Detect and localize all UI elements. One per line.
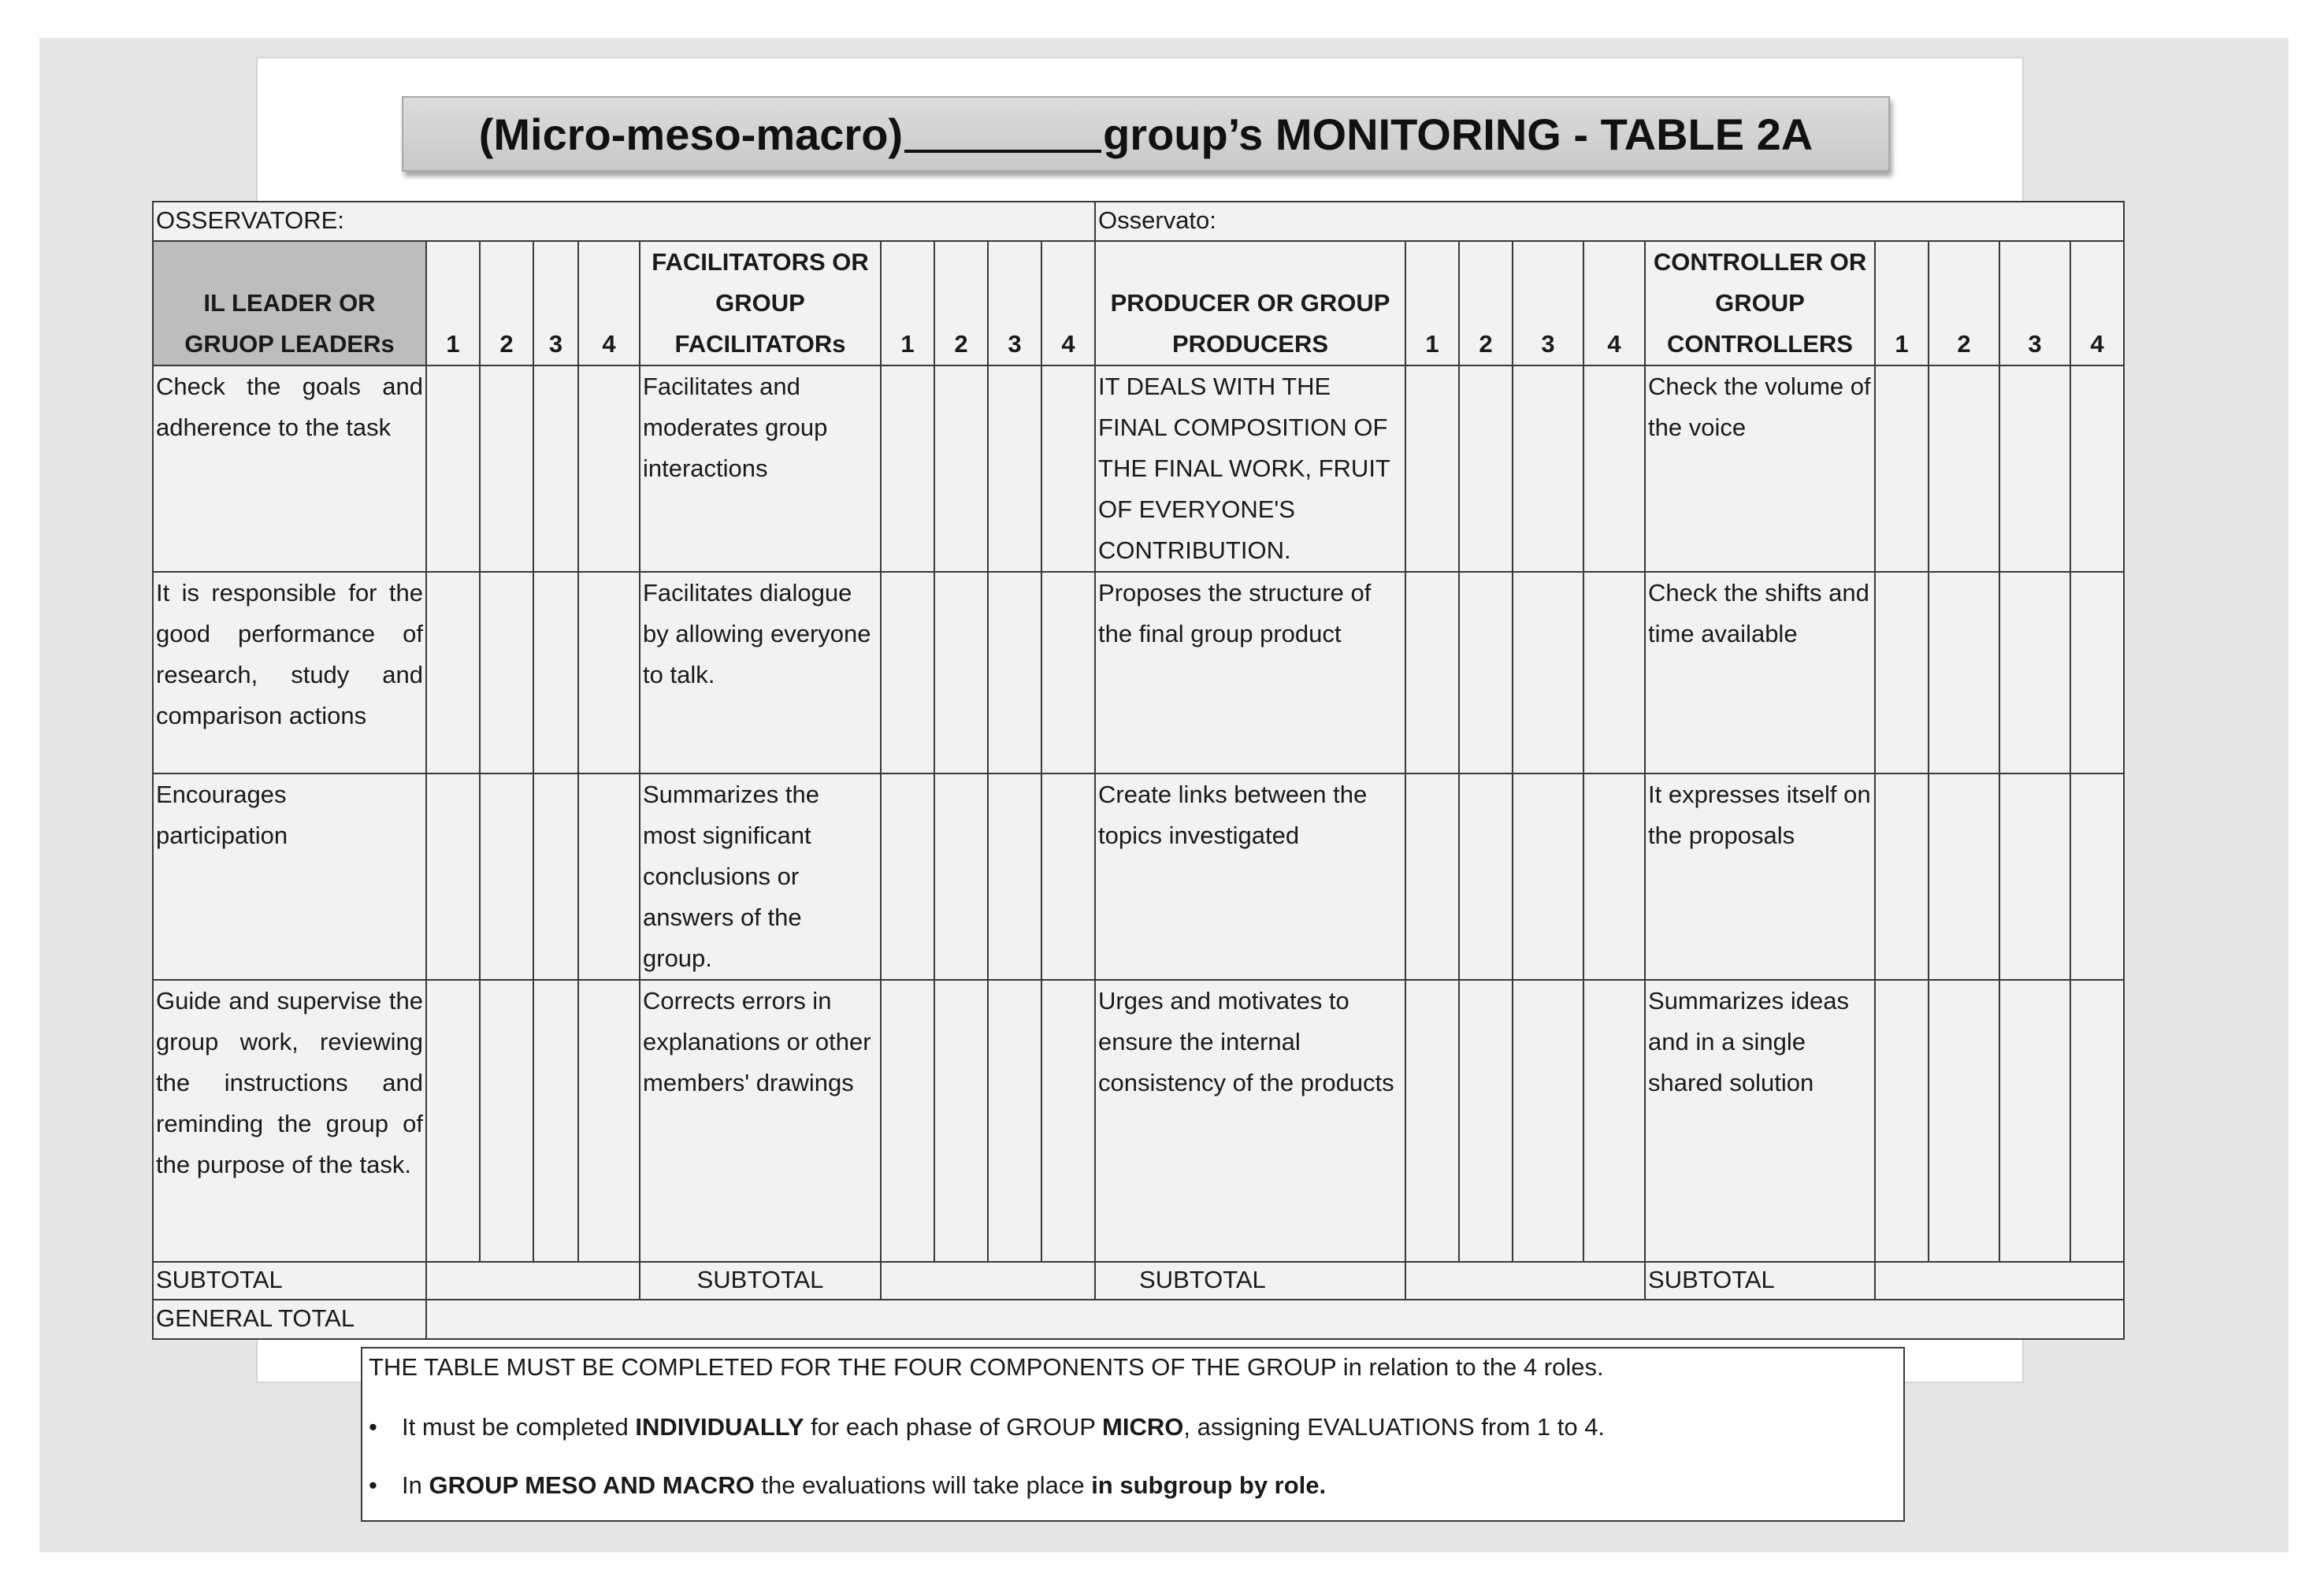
instruction-emphasis: in subgroup by role.: [1091, 1471, 1327, 1499]
score-header-1: 1: [1405, 241, 1459, 365]
score-header-1: 1: [1875, 241, 1929, 365]
score-cell[interactable]: [480, 773, 533, 980]
table-row: [153, 773, 2124, 980]
table-row: [153, 572, 2124, 773]
score-cell[interactable]: [533, 572, 578, 773]
score-cell[interactable]: [881, 365, 934, 572]
subtotal-label-controllers: SUBTOTAL: [1645, 1262, 1875, 1300]
score-cell[interactable]: [2070, 980, 2124, 1262]
score-cell[interactable]: [1583, 980, 1645, 1262]
subtotal-row: [153, 1262, 2124, 1300]
score-cell[interactable]: [988, 980, 1041, 1262]
score-cell[interactable]: [1459, 773, 1513, 980]
score-cell[interactable]: [1513, 980, 1583, 1262]
score-cell[interactable]: [1459, 572, 1513, 773]
score-cell[interactable]: [426, 365, 480, 572]
score-cell[interactable]: [1875, 572, 1929, 773]
score-header-3: 3: [988, 241, 1041, 365]
score-cell[interactable]: [1405, 365, 1459, 572]
producer-item: Create links between the topics investigated: [1095, 773, 1405, 980]
score-cell[interactable]: [988, 365, 1041, 572]
producer-item: IT DEALS WITH THE FINAL COMPOSITION OF THE FINAL WORK, FRUIT OF EVERYONE'S CONTRIBUTION.: [1095, 365, 1405, 572]
instruction-text: , assigning EVALUATIONS from 1 to 4.: [1183, 1413, 1606, 1441]
instruction-emphasis: INDIVIDUALLY: [635, 1413, 804, 1441]
score-cell[interactable]: [1513, 365, 1583, 572]
score-cell[interactable]: [578, 572, 640, 773]
leader-item: Check the goals and adherence to the task: [153, 365, 426, 572]
title-prefix: (Micro-meso-macro): [478, 109, 904, 159]
instruction-text: In: [402, 1471, 429, 1499]
observed-field[interactable]: Osservato:: [1095, 202, 2124, 241]
score-cell[interactable]: [1929, 980, 1999, 1262]
score-cell[interactable]: [1459, 365, 1513, 572]
score-cell[interactable]: [480, 572, 533, 773]
score-cell[interactable]: [1999, 572, 2070, 773]
score-cell[interactable]: [480, 980, 533, 1262]
facilitator-item: Facilitates dialogue by allowing everyone to talk.: [640, 572, 881, 773]
page-title: [402, 96, 1890, 172]
score-header-3: 3: [533, 241, 578, 365]
score-cell[interactable]: [480, 365, 533, 572]
leader-item: It is responsible for the good performance of research, study and comparison actions: [153, 572, 426, 773]
producer-item: Proposes the structure of the final group product: [1095, 572, 1405, 773]
score-cell[interactable]: [881, 572, 934, 773]
subtotal-label-facilitators: SUBTOTAL: [640, 1262, 881, 1300]
header-facilitators: FACILITATORS OR GROUP FACILITATORs: [640, 241, 881, 365]
subtotal-label-producers: SUBTOTAL: [1095, 1262, 1405, 1300]
leader-item: Encourages participation: [153, 773, 426, 980]
general-total-label: GENERAL TOTAL: [153, 1300, 426, 1339]
instruction-text: It must be completed: [402, 1413, 636, 1441]
score-cell[interactable]: [426, 980, 480, 1262]
instruction-text: the evaluations will take place: [754, 1471, 1092, 1499]
controller-item: Check the shifts and time available: [1645, 572, 1875, 773]
table-row: [153, 365, 2124, 572]
score-cell[interactable]: [1929, 773, 1999, 980]
header-controllers: CONTROLLER OR GROUP CONTROLLERS: [1645, 241, 1875, 365]
facilitator-item: Summarizes the most significant conclusions or answers of the group.: [640, 773, 881, 980]
subtotal-value-facilitators[interactable]: [881, 1262, 1095, 1300]
bullet-icon: •: [369, 1413, 377, 1441]
score-cell[interactable]: [934, 980, 988, 1262]
score-cell[interactable]: [1875, 980, 1929, 1262]
score-header-3: 3: [1513, 241, 1583, 365]
score-cell[interactable]: [578, 980, 640, 1262]
score-cell[interactable]: [1041, 572, 1095, 773]
score-header-3: 3: [1999, 241, 2070, 365]
instruction-emphasis: GROUP MESO AND MACRO: [429, 1471, 755, 1499]
score-cell[interactable]: [1583, 773, 1645, 980]
score-header-4: 4: [2070, 241, 2124, 365]
leader-item: Guide and supervise the group work, reviewing the instructions and reminding the group of the purpose of the task.: [153, 980, 426, 1262]
instruction-line-3: [369, 1471, 1326, 1500]
score-cell[interactable]: [934, 773, 988, 980]
monitoring-table: [152, 201, 2125, 1340]
score-header-4: 4: [1041, 241, 1095, 365]
score-cell[interactable]: [1999, 773, 2070, 980]
score-cell[interactable]: [1041, 773, 1095, 980]
score-header-2: 2: [480, 241, 533, 365]
score-cell[interactable]: [934, 365, 988, 572]
score-cell[interactable]: [578, 365, 640, 572]
controller-item: Summarizes ideas and in a single shared solution: [1645, 980, 1875, 1262]
score-header-2: 2: [934, 241, 988, 365]
score-cell[interactable]: [578, 773, 640, 980]
header-leaders: IL LEADER OR GRUOP LEADERs: [153, 241, 426, 365]
instruction-line-2: [369, 1413, 1605, 1441]
instruction-text: for each phase of GROUP: [804, 1413, 1103, 1441]
score-cell[interactable]: [533, 773, 578, 980]
score-cell[interactable]: [533, 980, 578, 1262]
score-cell[interactable]: [1875, 365, 1929, 572]
score-cell[interactable]: [426, 773, 480, 980]
subtotal-value-producers[interactable]: [1405, 1262, 1645, 1300]
score-cell[interactable]: [533, 365, 578, 572]
score-cell[interactable]: [2070, 365, 2124, 572]
facilitator-item: Corrects errors in explanations or other members' drawings: [640, 980, 881, 1262]
instructions-box: [361, 1347, 1905, 1522]
score-cell[interactable]: [881, 980, 934, 1262]
score-cell[interactable]: [1459, 980, 1513, 1262]
score-header-1: 1: [426, 241, 480, 365]
score-cell[interactable]: [1405, 980, 1459, 1262]
score-cell[interactable]: [1999, 980, 2070, 1262]
general-total-row: [153, 1300, 2124, 1339]
score-header-2: 2: [1929, 241, 1999, 365]
table-row: [153, 980, 2124, 1262]
score-cell[interactable]: [2070, 773, 2124, 980]
score-header-4: 4: [578, 241, 640, 365]
score-header-1: 1: [881, 241, 934, 365]
title-suffix: group’s MONITORING - TABLE 2A: [1103, 109, 1814, 159]
score-cell[interactable]: [1583, 572, 1645, 773]
score-cell[interactable]: [1929, 572, 1999, 773]
score-cell[interactable]: [1405, 572, 1459, 773]
title-blank-line: [904, 115, 1101, 153]
score-header-2: 2: [1459, 241, 1513, 365]
general-total-value[interactable]: [426, 1300, 2124, 1339]
score-cell[interactable]: [1999, 365, 2070, 572]
score-cell[interactable]: [988, 572, 1041, 773]
score-cell[interactable]: [2070, 572, 2124, 773]
instruction-line-1: THE TABLE MUST BE COMPLETED FOR THE FOUR COMPONENTS OF THE GROUP in relation to the 4 roles.: [369, 1353, 1604, 1381]
bullet-icon: •: [369, 1471, 377, 1499]
score-cell[interactable]: [1041, 365, 1095, 572]
score-cell[interactable]: [1513, 572, 1583, 773]
score-cell[interactable]: [1583, 365, 1645, 572]
observer-field[interactable]: OSSERVATORE:: [153, 202, 1095, 241]
controller-item: It expresses itself on the proposals: [1645, 773, 1875, 980]
score-cell[interactable]: [988, 773, 1041, 980]
score-cell[interactable]: [426, 572, 480, 773]
score-cell[interactable]: [1513, 773, 1583, 980]
header-producers: PRODUCER OR GROUP PRODUCERS: [1095, 241, 1405, 365]
subtotal-value-controllers[interactable]: [1875, 1262, 2124, 1300]
subtotal-value-leaders[interactable]: [426, 1262, 640, 1300]
controller-item: Check the volume of the voice: [1645, 365, 1875, 572]
instruction-emphasis: MICRO: [1102, 1413, 1184, 1441]
score-cell[interactable]: [1405, 773, 1459, 980]
score-cell[interactable]: [881, 773, 934, 980]
score-cell[interactable]: [1929, 365, 1999, 572]
score-header-4: 4: [1583, 241, 1645, 365]
score-cell[interactable]: [1875, 773, 1929, 980]
producer-item: Urges and motivates to ensure the internal consistency of the products: [1095, 980, 1405, 1262]
subtotal-label-leaders: SUBTOTAL: [153, 1262, 426, 1300]
score-cell[interactable]: [1041, 980, 1095, 1262]
facilitator-item: Facilitates and moderates group interactions: [640, 365, 881, 572]
score-cell[interactable]: [934, 572, 988, 773]
